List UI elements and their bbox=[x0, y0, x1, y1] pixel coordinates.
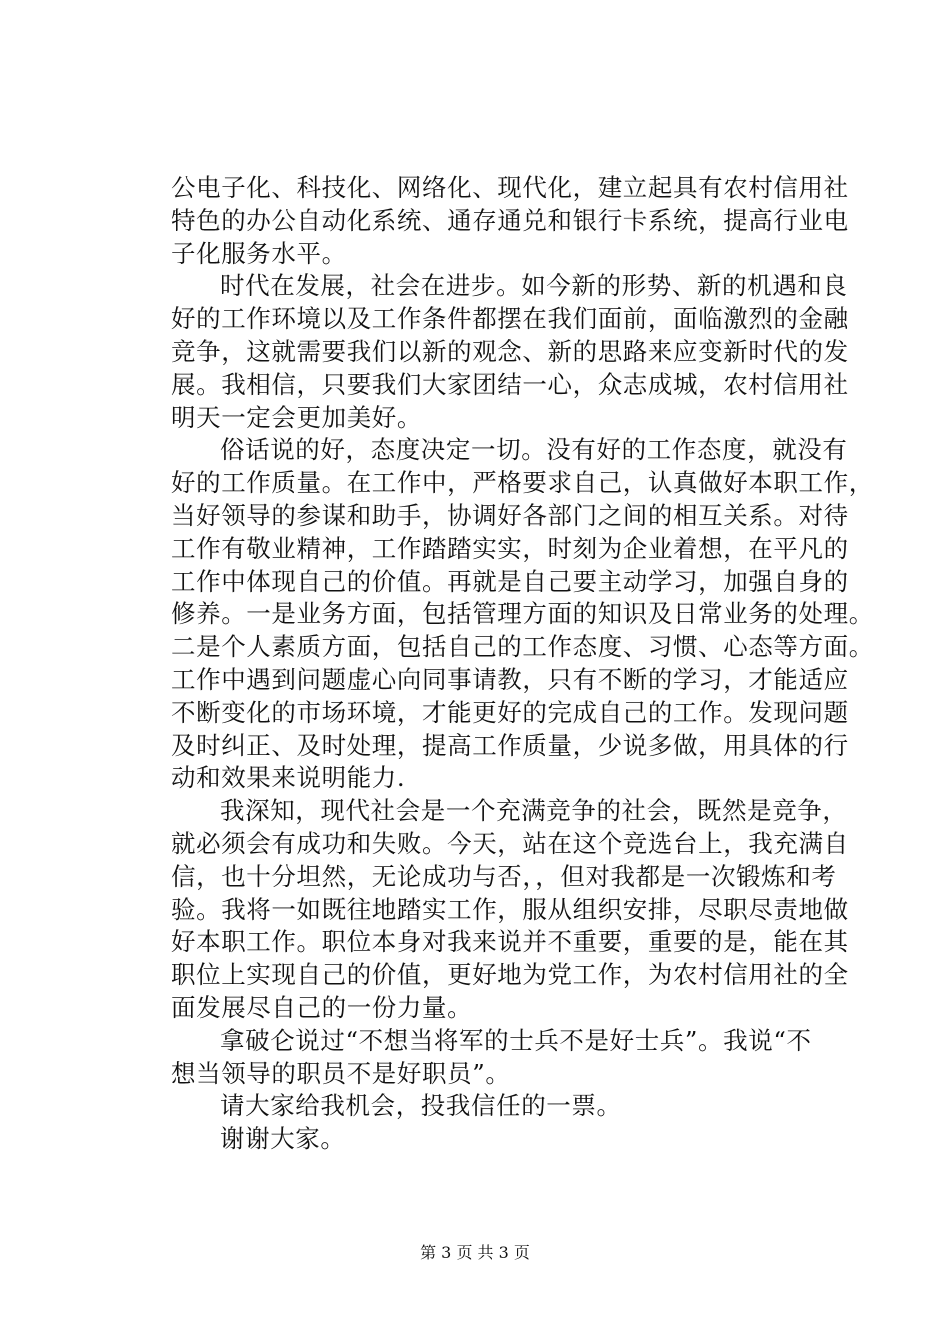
text-line: 二是个人素质方面，包括自己的工作态度、习惯、心态等方面。 bbox=[171, 632, 874, 662]
text-line: 就必须会有成功和失败。今天，站在这个竞选台上，我充满自 bbox=[171, 828, 849, 858]
text-line: 动和效果来说明能力. bbox=[171, 763, 406, 793]
text-line: 工作有敬业精神，工作踏踏实实，时刻为企业着想，在平凡的 bbox=[171, 533, 849, 563]
text-line: 谢谢大家。 bbox=[220, 1124, 346, 1154]
text-line: 特色的办公自动化系统、通存通兑和银行卡系统，提高行业电 bbox=[171, 205, 849, 235]
text-line: 我深知，现代社会是一个充满竞争的社会，既然是竞争， bbox=[220, 796, 848, 826]
text-line: 拿破仑说过“不想当将军的士兵不是好士兵”。我说“不 bbox=[220, 1025, 812, 1055]
text-line: 好本职工作。职位本身对我来说并不重要，重要的是，能在其 bbox=[171, 927, 849, 957]
text-line: 请大家给我机会，投我信任的一票。 bbox=[220, 1091, 622, 1121]
text-line: 不断变化的市场环境，才能更好的完成自己的工作。发现问题 bbox=[171, 697, 849, 727]
text-line: 竞争，这就需要我们以新的观念、新的思路来应变新时代的发 bbox=[171, 336, 849, 366]
text-line: 公电子化、科技化、网络化、现代化，建立起具有农村信用社 bbox=[171, 173, 849, 202]
text-line: 俗话说的好，态度决定一切。没有好的工作态度，就没有 bbox=[220, 435, 848, 465]
text-line: 职位上实现自己的价值，更好地为党工作，为农村信用社的全 bbox=[171, 960, 849, 990]
text-line: 当好领导的参谋和助手，协调好各部门之间的相互关系。对待 bbox=[171, 500, 849, 530]
text-line: 展。我相信，只要我们大家团结一心，众志成城，农村信用社 bbox=[171, 369, 849, 399]
text-line: 好的工作环境以及工作条件都摆在我们面前，面临激烈的金融 bbox=[171, 304, 849, 334]
text-line: 验。我将一如既往地踏实工作，服从组织安排，尽职尽责地做 bbox=[171, 894, 849, 924]
text-line: 明天一定会更加美好。 bbox=[171, 402, 422, 432]
text-line: 工作中遇到问题虚心向同事请教，只有不断的学习，才能适应 bbox=[171, 664, 849, 694]
text-line: 子化服务水平。 bbox=[171, 238, 347, 268]
text-line: 时代在发展，社会在进步。如今新的形势、新的机遇和良 bbox=[220, 271, 848, 301]
text-line: 工作中体现自己的价值。再就是自己要主动学习，加强自身的 bbox=[171, 566, 849, 596]
text-line: 修养。一是业务方面，包括管理方面的知识及日常业务的处理。 bbox=[171, 599, 874, 629]
page-footer: 第 3 页 共 3 页 bbox=[420, 1243, 530, 1262]
text-line: 信，也十分坦然，无论成功与否，，但对我都是一次锻炼和考 bbox=[171, 861, 837, 891]
text-line: 想当领导的职员不是好职员”。 bbox=[171, 1058, 511, 1088]
document-body bbox=[171, 172, 874, 1156]
text-line: 面发展尽自己的一份力量。 bbox=[171, 992, 473, 1022]
text-line: 好的工作质量。在工作中，严格要求自己，认真做好本职工作， bbox=[171, 468, 874, 498]
text-line: 及时纠正、及时处理，提高工作质量，少说多做，用具体的行 bbox=[171, 730, 849, 760]
